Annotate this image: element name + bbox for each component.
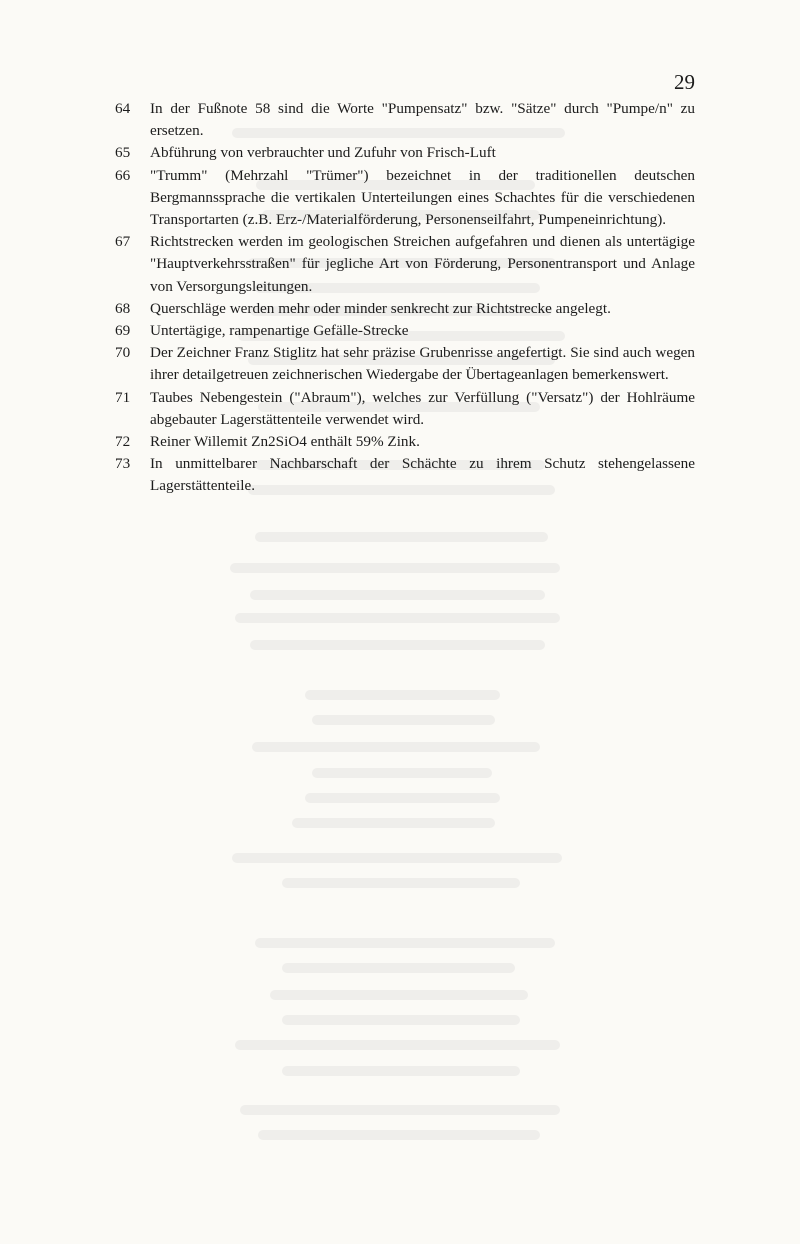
footnote-text: Abführung von verbrauchter und Zufuhr von Frisch-Luft — [150, 144, 496, 162]
footnote-item — [115, 342, 695, 386]
footnote-item — [115, 298, 695, 320]
footnote-item — [115, 320, 695, 342]
show-through-line — [282, 963, 515, 973]
show-through-line — [235, 613, 560, 623]
show-through-line — [305, 690, 500, 700]
show-through-line — [258, 1130, 540, 1140]
show-through-line — [252, 742, 540, 752]
footnote-number: 73 — [115, 455, 131, 473]
show-through-line — [292, 818, 495, 828]
footnote-text: In der Fußnote 58 sind die Worte "Pumpensatz" bzw. "Sätze" durch "Pumpe/n" zu ersetzen. — [150, 100, 695, 140]
show-through-line — [250, 590, 545, 600]
show-through-line — [250, 640, 545, 650]
show-through-line — [270, 990, 528, 1000]
footnote-text: Der Zeichner Franz Stiglitz hat sehr präzise Grubenrisse angefertigt. Sie sind auch wegen ihrer detailgetreuen zeichnerischen Wiedergabe der Übertageanlagen bemerkenswert. — [150, 344, 695, 384]
footnote-text: "Trumm" (Mehrzahl "Trümer") bezeichnet in der traditionellen deutschen Bergmannssprache die vertikalen Unterteilungen eines Schachtes für die verschiedenen Transportarten (z.B. Erz-/Materialförderung, Personenseilfahrt, Pumpeneinrichtung). — [150, 166, 695, 229]
footnote-number: 68 — [115, 299, 131, 317]
show-through-line — [282, 1066, 520, 1076]
footnote-text: Untertägige, rampenartige Gefälle-Strecke — [150, 322, 409, 340]
show-through-line — [305, 793, 500, 803]
footnote-text: Querschläge werden mehr oder minder senkrecht zur Richtstrecke angelegt. — [150, 299, 611, 317]
footnote-text: In unmittelbarer Nachbarschaft der Schächte zu ihrem Schutz stehengelassene Lagerstättenteile. — [150, 455, 695, 495]
show-through-line — [312, 715, 495, 725]
show-through-line — [232, 853, 562, 863]
footnote-number: 70 — [115, 344, 131, 362]
footnote-item — [115, 98, 695, 142]
show-through-line — [282, 878, 520, 888]
show-through-line — [255, 938, 555, 948]
footnote-number: 71 — [115, 388, 131, 406]
page-number: 29 — [674, 70, 695, 94]
show-through-line — [235, 1040, 560, 1050]
footnote-text: Reiner Willemit Zn2SiO4 enthält 59% Zink. — [150, 433, 420, 451]
footnote-item — [115, 453, 695, 497]
show-through-line — [312, 768, 492, 778]
show-through-line — [230, 563, 560, 573]
footnote-text: Richtstrecken werden im geologischen Streichen aufgefahren und dienen als untertägige "Hauptverkehrsstraßen" für jegliche Art von Förderung, Personentransport und Anlage von Versorgungsleitungen. — [150, 233, 695, 295]
footnote-item — [115, 387, 695, 431]
footnote-number: 64 — [115, 100, 131, 117]
footnote-item — [115, 165, 695, 232]
footnote-text: Taubes Nebengestein ("Abraum"), welches zur Verfüllung ("Versatz") der Hohlräume abgebauter Lagerstättenteile verwendet wird. — [150, 388, 695, 428]
footnote-number: 67 — [115, 233, 131, 251]
footnote-number: 69 — [115, 322, 131, 340]
show-through-line — [240, 1105, 560, 1115]
footnote-list — [115, 98, 695, 498]
footnote-number: 72 — [115, 433, 131, 451]
footnote-item — [115, 431, 695, 453]
show-through-line — [282, 1015, 520, 1025]
footnote-number: 65 — [115, 144, 131, 162]
footnote-item — [115, 142, 695, 164]
footnote-number: 66 — [115, 166, 131, 184]
footnote-item — [115, 231, 695, 298]
show-through-line — [255, 532, 548, 542]
